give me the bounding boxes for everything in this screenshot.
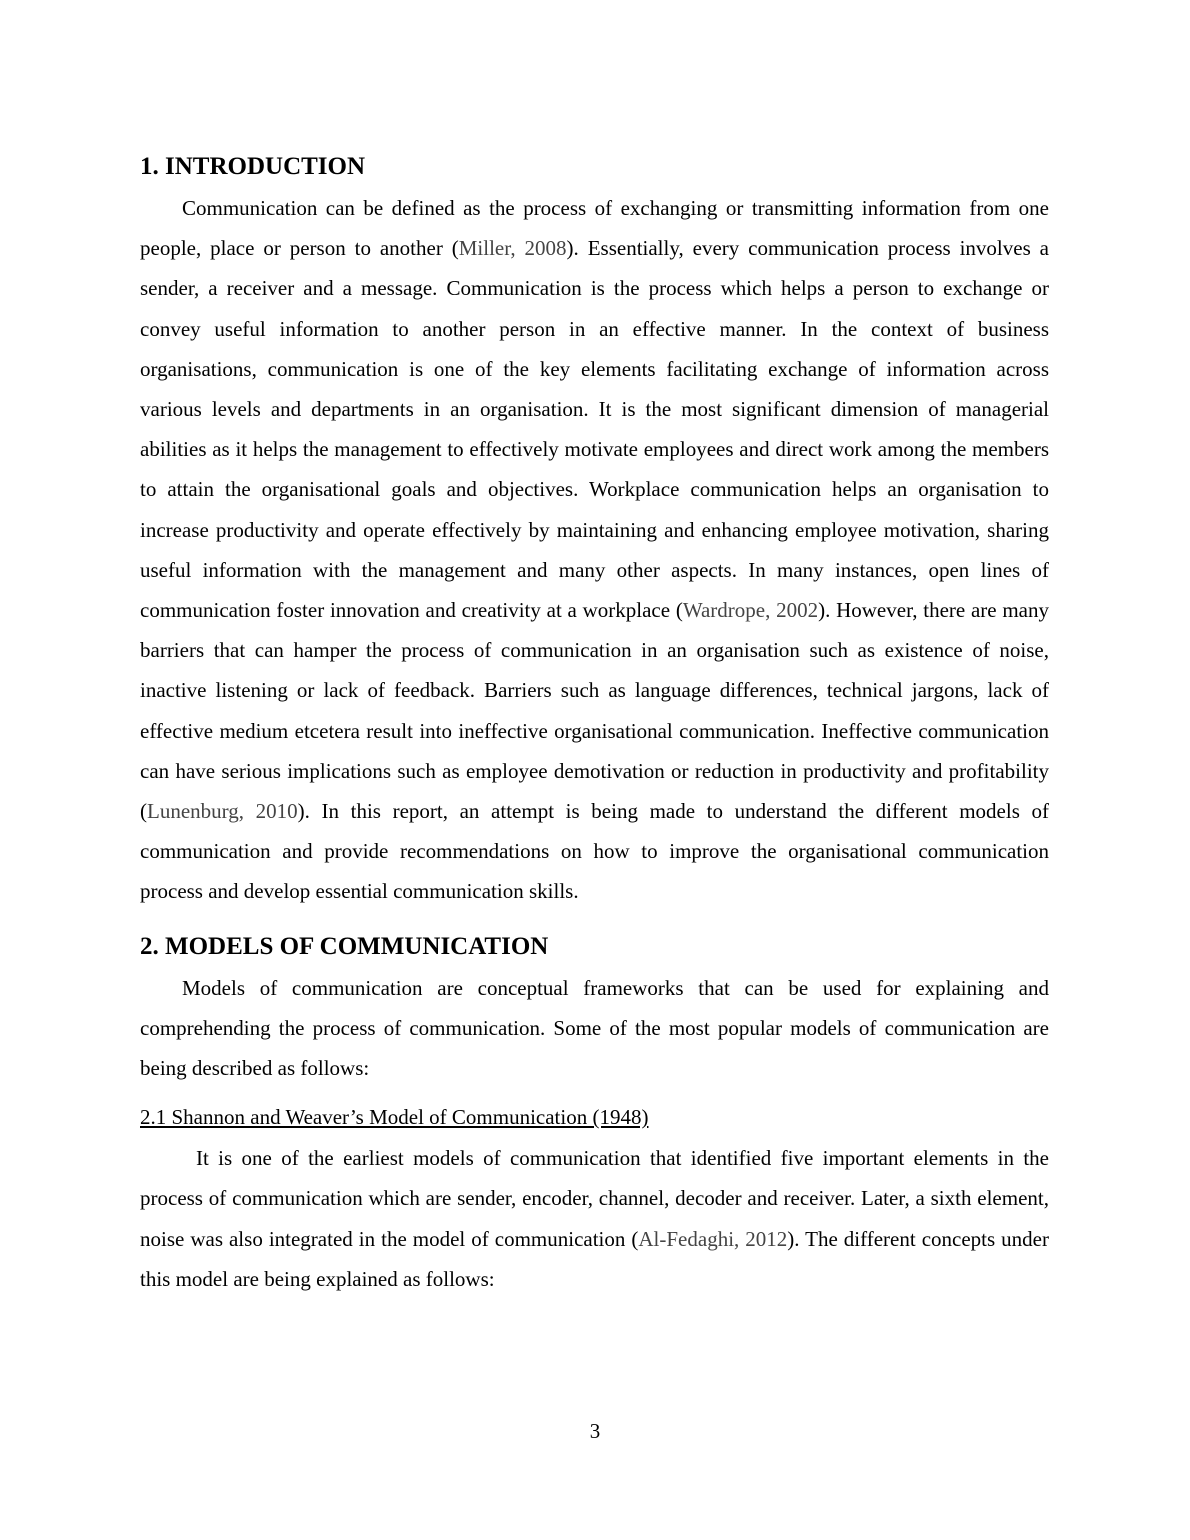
document-page (140, 150, 1049, 1299)
shannon-text-part-2: ). The different concepts under this model are being explained as follows: (140, 1226, 1049, 1291)
page-number: 3 (589, 1419, 601, 1443)
citation-miller: Miller, 2008 (458, 236, 567, 261)
citation-lunenburg: Lunenburg, 2010 (147, 799, 298, 824)
intro-text-part-2: ). Essentially, every communication process involves a sender, a receiver and a message. Communication is the process which helps a person to exchange or convey useful information to another person in an effective manner. In the context of business organisations, communication is one of the key elements facilitating exchange of information across various levels and departments in an organisation. It is the most significant dimension of managerial abilities as it helps the management to effectively motivate employees and direct work among the members to attain the organisational goals and objectives. Workplace communication helps an organisation to increase productivity and operate effectively by maintaining and enhancing employee motivation, sharing useful information with the management and many other aspects. In many instances, open lines of communication foster innovation and creativity at a workplace ( (140, 236, 1049, 623)
intro-text-part-4: ). In this report, an attempt is being made to understand the different models of communication and provide recommendations on how to improve the organisational communication process and develop essential communication skills. (140, 799, 1049, 904)
models-intro-paragraph: Models of communication are conceptual frameworks that can be used for explaining and comprehending the process of communication. Some of the most popular models of communication are being described as follows: (140, 975, 1049, 1081)
intro-text-part-1: Communication can be defined as the process of exchanging or transmitting information from one people, place or person to another ( (140, 196, 1049, 261)
citation-wardrope: Wardrope, 2002 (682, 598, 819, 623)
shannon-weaver-paragraph (140, 1138, 1049, 1299)
intro-text-part-3: ). However, there are many barriers that can hamper the process of communication in an organisation such as existence of noise, inactive listening or lack of feedback. Barriers such as language differences, technical jargons, lack of effective medium etcetera result into ineffective organisational communication. Ineffective communication can have serious implications such as employee demotivation or reduction in productivity and profitability ( (140, 598, 1049, 824)
subsection-2-1-heading: 2.1 Shannon and Weaver’s Model of Communication (1948) (140, 1105, 649, 1130)
shannon-text-part-1: It is one of the earliest models of communication that identified five important elements in the process of communication which are sender, encoder, channel, decoder and receiver. Later, a sixth element, noise was also integrated in the model of communication ( (140, 1146, 1049, 1251)
section-2-heading: 2. MODELS OF COMMUNICATION (140, 932, 549, 960)
section-1-heading: 1. INTRODUCTION (140, 153, 366, 180)
citation-al-fedaghi: Al-Fedaghi, 2012 (638, 1226, 788, 1251)
introduction-paragraph (140, 188, 1049, 912)
